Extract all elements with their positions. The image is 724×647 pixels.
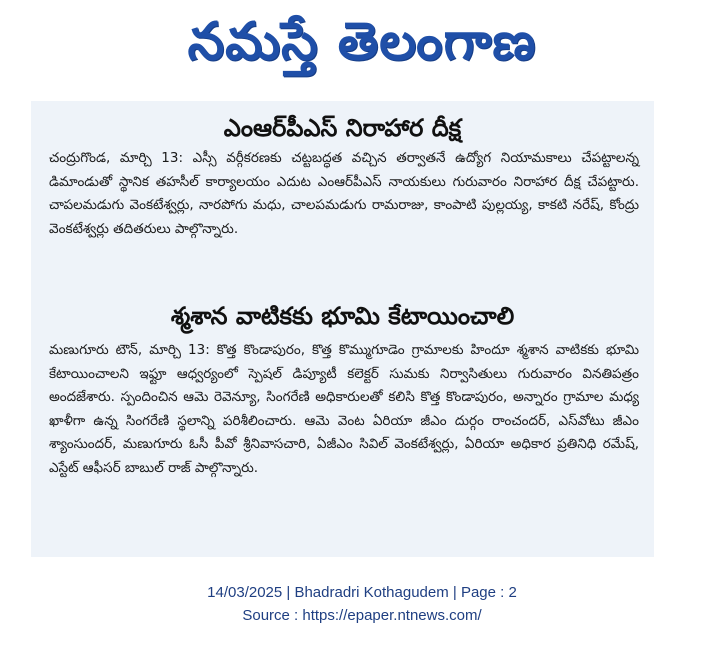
newspaper-masthead bbox=[0, 6, 724, 78]
article-body: చంద్రుగొండ, మార్చి 13: ఎస్సీ వర్గీకరణకు చట్టబద్ధత వచ్చిన తర్వాతనే ఉద్యోగ నియామకాలు చేపట్టాలన్న డిమాండుతో స్థానిక తహసీల్‌ కార్యాలయం ఎదుట ఎంఆర్‌పీఎస్‌ నాయకులు గురువారం నిరాహార దీక్ష చేపట్టారు. చాపలమడుగు వెంకటేశ్వర్లు, నారపోగు మధు, చాలపమడుగు రామరాజు, కాంపాటి పుల్లయ్య, కాకటి నరేష్‌, కోంద్రు వెంకటేశ్వర్లు తదితరులు పాల్గొన్నారు. bbox=[49, 150, 639, 237]
article-headline: ఎంఆర్‌పీఎస్‌ నిరాహార దీక్ష bbox=[223, 114, 462, 142]
masthead-title: నమస్తే తెలంగాణ bbox=[187, 12, 537, 72]
source-line: Source : https://epaper.ntnews.com/ bbox=[242, 607, 482, 624]
article-headline: శ్మశాన వాటికకు భూమి కేటాయించాలి bbox=[170, 302, 515, 330]
edition-info: 14/03/2025 | Bhadradri Kothagudem | Page : 2 bbox=[207, 584, 517, 601]
news-clipping bbox=[31, 101, 654, 557]
article-body: మణుగూరు టౌన్‌, మార్చి 13: కొత్త కొండాపురం, కొత్త కొమ్ముగూడెం గ్రామాలకు హిందూ శ్మశాన వాటికకు భూమి కేటాయించాలని ఇఫ్టూ ఆధ్వర్యంలో స్పెషల్‌ డిప్యూటీ కలెక్టర్‌ సుమకు నిర్వాసితులు గురువారం వినతిపత్రం అందజేశారు. స్పందించిన ఆమె రెవెన్యూ, సింగరేణి అధికారులతో కలిసి కొత్త కొండాపురం, అన్నారం గ్రామాల మధ్య ఖాళీగా ఉన్న సింగరేణి స్థలాన్ని పరిశీలించారు. ఆమె వెంట ఏరియా జీఎం దుర్గం రాంచందర్‌, ఎస్‌వోటు జీఎం శ్యాంసుందర్‌, మణుగూరు ఓసీ పీవో శ్రీనివాసచారి, ఏజీఎం సివిల్‌ వెంకటేశ్వర్లు, ఏరియా అధికార ప్రతినిధి రమేష్‌, ఎస్టేట్‌ ఆఫీసర్‌ బాబుల్‌ రాజ్‌ పాల్గొన్నారు. bbox=[49, 342, 639, 476]
